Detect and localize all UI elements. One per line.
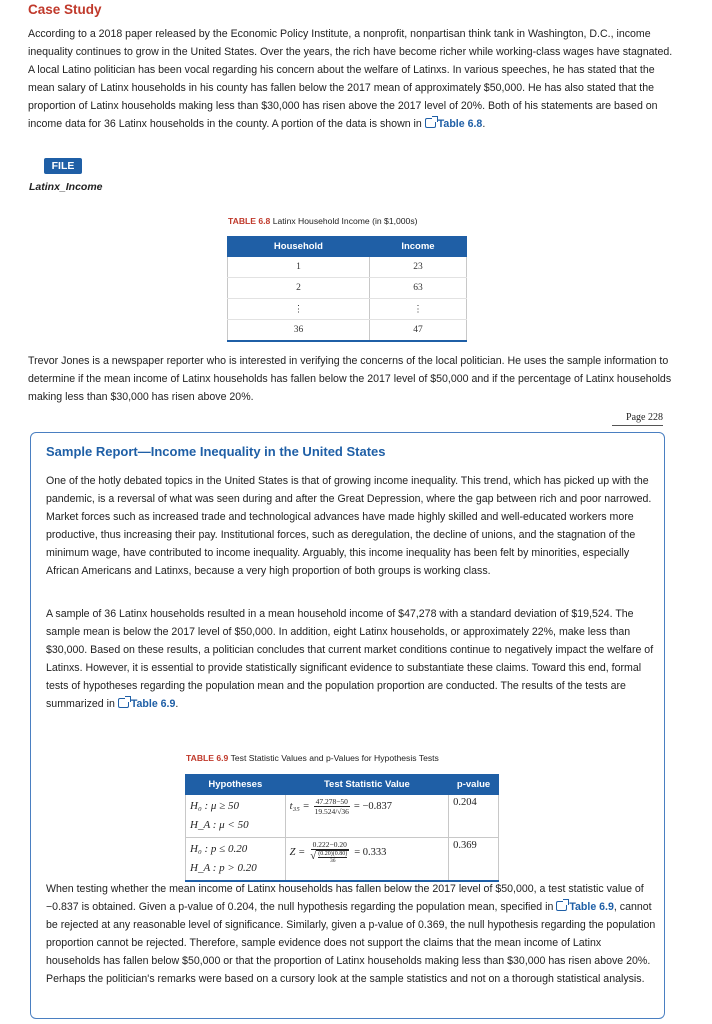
household-cell: 36 [228, 320, 370, 341]
external-link-icon [425, 118, 436, 128]
fraction: 0.222−0.20 √ (0.20)(0.80) 36 [308, 840, 351, 864]
table-6-9-link[interactable]: Table 6.9 [556, 901, 614, 913]
ellipsis-cell: ⋮ [228, 299, 370, 320]
table-row [186, 795, 499, 838]
square-root: √ (0.20)(0.80) 36 [310, 850, 348, 864]
hypotheses-cell: H₀ : p ≤ 0.20 H_A : p > 0.20 [186, 838, 286, 882]
test-statistic-cell: t₃₅ = $\frac{47.278-50}{19.524/√36}$ = −0.837 [285, 795, 448, 838]
table-6-9 [185, 774, 499, 882]
ellipsis-cell: ⋮ [369, 299, 466, 320]
reporter-paragraph: Trevor Jones is a newspaper reporter who is interested in verifying the concerns of the local politician. He uses the sample information to determine if the mean income of Latinx households has fallen below the 2017 level of $50,000 and if the percentage of Latinx households making less than $30,000 has risen above 20%. [28, 355, 672, 403]
p-value-cell: 0.204 [449, 795, 499, 838]
table-6-9-caption: TABLE 6.9 Test Statistic Values and p-Values for Hypothesis Tests [186, 753, 439, 763]
household-cell: 2 [228, 278, 370, 299]
case-study-heading: Case Study [28, 2, 102, 17]
fraction: $\frac{47.278-50}{19.524/√36}$ [314, 797, 349, 816]
income-cell: 23 [369, 257, 466, 278]
external-link-icon [118, 698, 129, 708]
table-6-9-link[interactable]: Table 6.9 [118, 698, 176, 710]
report-paragraph-3: When testing whether the mean income of Latinx households has fallen below the 2017 level of $50,000, a test statistic value of −0.837 is obtained. Given a p-value of 0.204, the null hypothesis regarding the population mean, specified in Table 6.9, cannot be rejected at any reasonable level of significance. Similarly, given a p-value of 0.369, the null hypothesis regarding the population proportion cannot be rejected. Therefore, sample evidence does not support the claims that the mean income of Latinx households has fallen below $50,000 or that the proportion of Latinx households making less than $30,000 has risen above 20%. Perhaps the politician's remarks were based on a cursory look at the sample statistics and not on a thorough statistical analysis. [46, 883, 656, 985]
column-header-income: Income [369, 237, 466, 257]
report-paragraph-2: A sample of 36 Latinx households resulted in a mean household income of $47,278 with a standard deviation of $19,524. The sample mean is below the 2017 level of $50,000. In addition, eight Latinx households, or approximately 22%, make less than $30,000. Based on these results, a politician concludes that current market conditions continue to negatively impact the welfare of Latinxs. However, it is essential to provide statistically significant evidence to substantiate these claims. Toward this end, formal tests of hypotheses regarding the population mean and the population proportion are conducted. The results of the tests are summarized in Table 6.9. [46, 608, 654, 710]
column-header-hypotheses: Hypotheses [186, 775, 286, 795]
table-6-8-caption: TABLE 6.8 Latinx Household Income (in $1,000s) [228, 216, 418, 226]
page-number: Page 228 [612, 412, 663, 426]
sample-report-title: Sample Report—Income Inequality in the United States [46, 444, 386, 459]
table-row [228, 257, 467, 278]
external-link-icon [556, 901, 567, 911]
household-cell: 1 [228, 257, 370, 278]
column-header-household: Household [228, 237, 370, 257]
table-row [186, 838, 499, 882]
column-header-test-statistic: Test Statistic Value [285, 775, 448, 795]
file-badge: FILE [44, 158, 82, 174]
table-6-8-link[interactable]: Table 6.8 [425, 118, 483, 130]
income-cell: 47 [369, 320, 466, 341]
table-row [228, 299, 467, 320]
column-header-p-value: p-value [449, 775, 499, 795]
table-row [228, 278, 467, 299]
report-paragraph-1: One of the hotly debated topics in the United States is that of growing income inequality. This trend, which has picked up with the pandemic, is a reversal of what was seen during and after the Great Depression, where the gap between rich and poor narrowed. Market forces such as increased trade and technological advances have made highly skilled and well-educated workers more productive, thus increasing their pay. Institutional forces, such as deregulation, the decline of unions, and the stagnation of the minimum wage, have contributed to income inequality. Arguably, this income inequality has been felt by minorities, especially African Americans and Latinxs, because a very high proportion of both groups is working class. [46, 475, 652, 577]
table-row [228, 320, 467, 341]
test-statistic-cell: Z = 0.222−0.20 √ (0.20)(0.80) 36 = 0.333 [285, 838, 448, 882]
case-study-paragraph: According to a 2018 paper released by the Economic Policy Institute, a nonprofit, nonpartisan think tank in Washington, D.C., income inequality continues to grow in the United States. Over the years, the rich have become richer while working-class wages have stagnated. A local Latino politician has been vocal regarding his concern about the welfare of Latinxs. In various speeches, he has stated that the mean salary of Latinx households in his county has fallen below the 2017 mean of approximately $50,000. He has also stated that the proportion of Latinx households making less than $30,000 has risen above the 2017 level of 20%. Both of his statements are based on income data for 36 Latinx households in the county. A portion of the data is shown in Table 6.8. [28, 28, 673, 130]
hypotheses-cell: H₀ : μ ≥ 50 H_A : μ < 50 [186, 795, 286, 838]
income-cell: 63 [369, 278, 466, 299]
table-6-8 [227, 236, 467, 342]
data-file-name: Latinx_Income [29, 181, 103, 193]
p-value-cell: 0.369 [449, 838, 499, 882]
